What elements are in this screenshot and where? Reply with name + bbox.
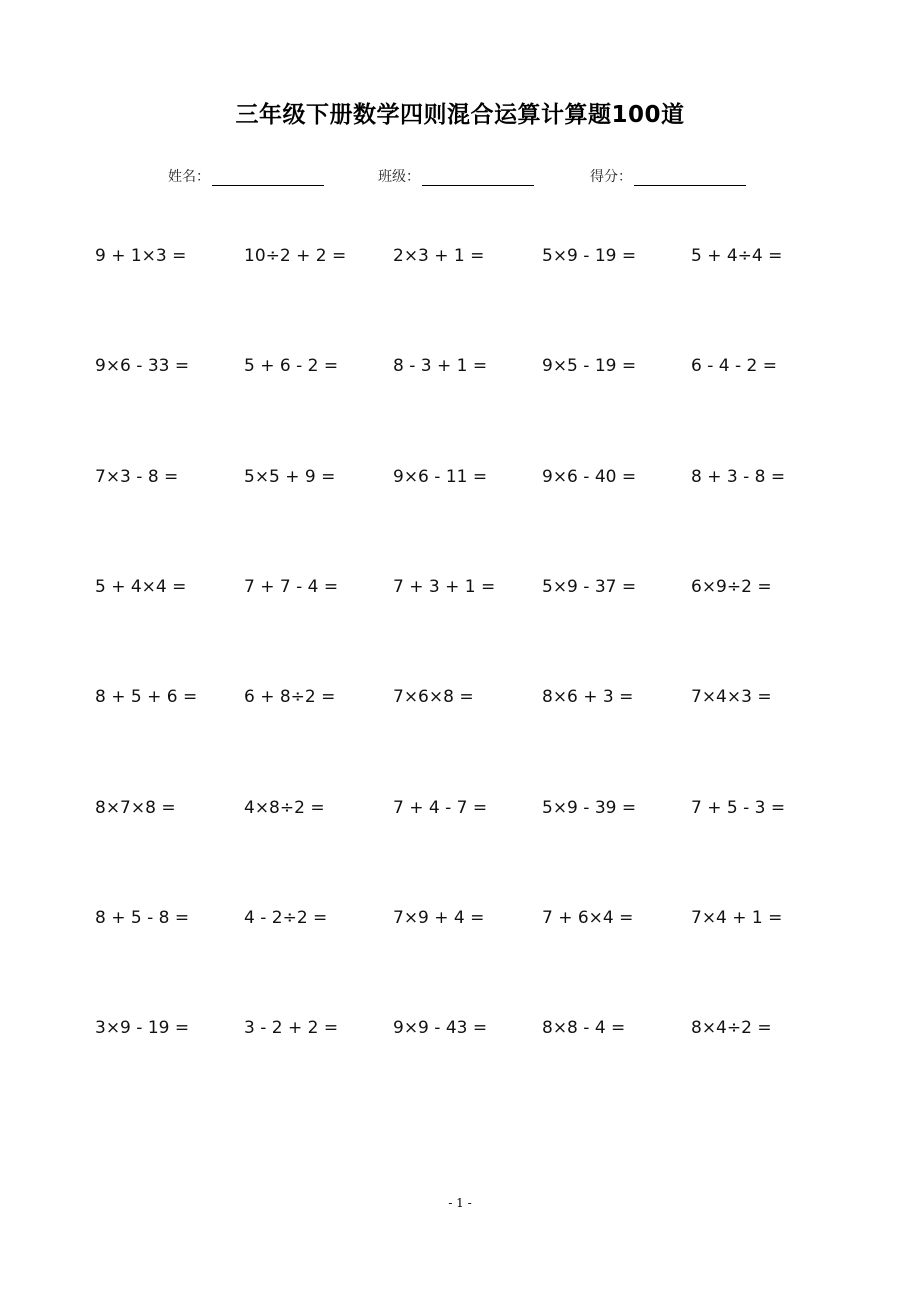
math-problem: 7 + 7 - 4 = bbox=[244, 577, 339, 597]
math-problem: 9×6 - 11 = bbox=[393, 467, 488, 487]
math-problem: 8×8 - 4 = bbox=[542, 1018, 626, 1038]
math-problem: 7×3 - 8 = bbox=[95, 467, 179, 487]
math-problem: 3 - 2 + 2 = bbox=[244, 1018, 339, 1038]
math-problem: 3×9 - 19 = bbox=[95, 1018, 190, 1038]
math-problem: 7×4 + 1 = bbox=[691, 908, 783, 928]
math-problem: 7 + 4 - 7 = bbox=[393, 798, 488, 818]
math-problem: 6 + 8÷2 = bbox=[244, 687, 336, 707]
math-problem: 8×4÷2 = bbox=[691, 1018, 772, 1038]
math-problem: 7×6×8 = bbox=[393, 687, 474, 707]
math-problem: 8 + 5 + 6 = bbox=[95, 687, 198, 707]
math-problem: 5 + 6 - 2 = bbox=[244, 356, 339, 376]
math-problem: 8 - 3 + 1 = bbox=[393, 356, 488, 376]
math-problem: 4×8÷2 = bbox=[244, 798, 325, 818]
math-problem: 10÷2 + 2 = bbox=[244, 246, 347, 266]
math-problem: 9 + 1×3 = bbox=[95, 246, 187, 266]
name-label: 姓名： bbox=[168, 169, 210, 185]
math-problem: 9×6 - 40 = bbox=[542, 467, 637, 487]
math-problem: 6 - 4 - 2 = bbox=[691, 356, 777, 376]
math-problem: 5 + 4÷4 = bbox=[691, 246, 783, 266]
math-problem: 5×9 - 37 = bbox=[542, 577, 637, 597]
math-problem: 8 + 3 - 8 = bbox=[691, 467, 786, 487]
page-title: 三年级下册数学四则混合运算计算题100道 bbox=[235, 102, 685, 128]
class-label: 班级： bbox=[378, 169, 420, 185]
math-problem: 5 + 4×4 = bbox=[95, 577, 187, 597]
math-problem: 4 - 2÷2 = bbox=[244, 908, 328, 928]
page-number: - 1 - bbox=[448, 1196, 472, 1210]
math-problem: 5×9 - 39 = bbox=[542, 798, 637, 818]
score-label: 得分： bbox=[590, 169, 632, 185]
math-problem: 6×9÷2 = bbox=[691, 577, 772, 597]
math-problem: 9×6 - 33 = bbox=[95, 356, 190, 376]
math-problem: 8×6 + 3 = bbox=[542, 687, 634, 707]
math-problem: 5×5 + 9 = bbox=[244, 467, 336, 487]
math-problem: 5×9 - 19 = bbox=[542, 246, 637, 266]
math-problem: 7×9 + 4 = bbox=[393, 908, 485, 928]
math-problem: 7 + 5 - 3 = bbox=[691, 798, 786, 818]
math-problem: 2×3 + 1 = bbox=[393, 246, 485, 266]
math-problem: 8×7×8 = bbox=[95, 798, 176, 818]
math-problem: 9×5 - 19 = bbox=[542, 356, 637, 376]
math-problem: 9×9 - 43 = bbox=[393, 1018, 488, 1038]
math-problem: 7 + 3 + 1 = bbox=[393, 577, 496, 597]
math-problem: 7×4×3 = bbox=[691, 687, 772, 707]
math-problem: 7 + 6×4 = bbox=[542, 908, 634, 928]
math-problem: 8 + 5 - 8 = bbox=[95, 908, 190, 928]
